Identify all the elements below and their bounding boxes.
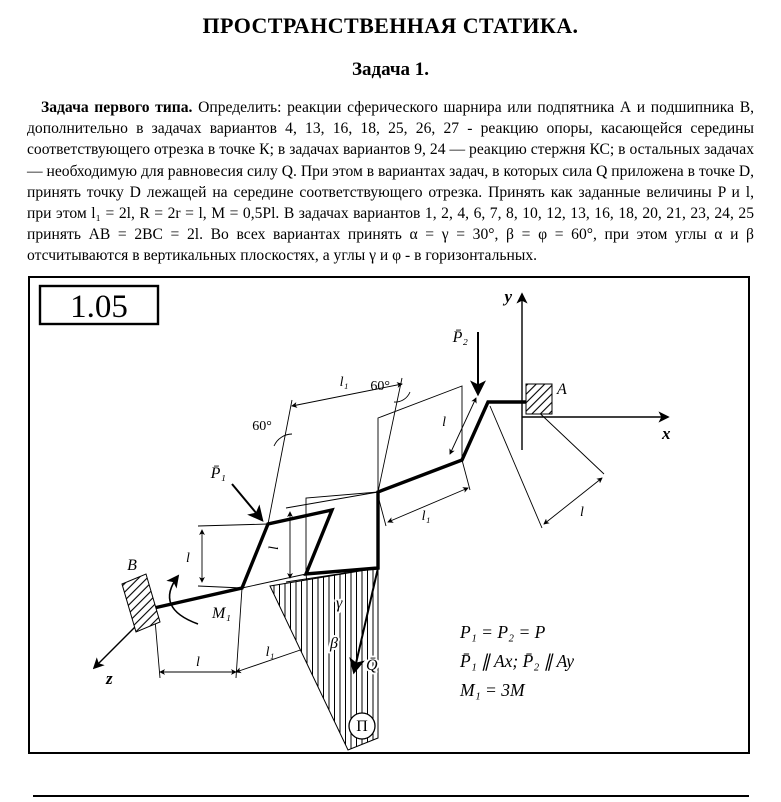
dim-l1-right-label: l₁ [421,508,431,524]
variant-figure [28,276,750,754]
moment-m1-label: M₁ [212,604,231,622]
dim-l-right-label: l [580,504,584,520]
variant-label: 1.05 [70,288,128,325]
force-p2-label: P̄₂ [452,328,468,346]
dim-l1-bottom-label: l₁ [265,644,275,660]
problem-statement [27,97,754,267]
point-b-label: B [127,556,137,574]
dim-l1-top-label: l₁ [339,374,349,390]
support-a-hatch [526,384,552,414]
force-p1-label: P̄₁ [210,464,226,482]
formula-m1: M₁ = 3M [460,679,525,700]
document-title: ПРОСТРАНСТВЕННАЯ СТАТИКА. [202,13,579,38]
plane-pi-label: П [356,717,368,735]
formula-p1-p2: P₁ = P₂ = P [460,621,546,642]
x-axis-label: x [662,423,671,443]
force-p1-arrow [232,484,262,520]
angle-beta-label: β [330,634,338,652]
support-b-hatch [122,574,160,632]
force-q-label: Q̄ [366,656,378,674]
angle-gamma-label: γ [336,594,343,612]
problem-title: Задача 1. [351,59,430,80]
angle-60-right-label: 60° [370,378,390,394]
document-page [0,13,781,754]
axes [94,294,668,668]
dim-l-bottom-label: l [196,654,200,670]
formula-parallel: P̄₁ ∥ Ax; P̄₂ ∥ Ay [460,650,575,671]
problem-lead: Задача первого типа. [41,99,193,116]
z-axis-label: z [106,668,113,688]
dim-l-crank-right-label: l [442,414,446,430]
dim-l-crank-left-label: l [186,550,190,566]
point-a-label: A [557,380,567,398]
angle-60-left-label: 60° [252,418,272,434]
dim-l-center-label: l [267,545,282,550]
y-axis-label: y [504,286,512,306]
next-figure-edge [33,795,749,802]
problem-body: Определить: реакции сферического шарнира или подпятника А и подшипника В, дополнительно в задачах вариантов 4, 13, 16, 18, 25, 26, 27 - реакцию опоры, касающейся середины соответствующего отрезка в точке К; в задачах вариантов 9, 24 — реакцию стержня КС; в остальных задачах — необходимую для равновесия силу Q. При этом в вариантах задач, в которых сила Q приложена в точке D, принять точку D лежащей на середине соответствующего отрезка. Принять как заданные величины P и l, при этом l₁ = 2l, R = 2r = l, M = 0,5Pl. В задачах вариантов 1, 2, 4, 6, 7, 8, 10, 12, 13, 16, 18, 20, 21, 23, 24, 25 принять AB = 2BC = 2l. Во всех вариантах принять α = γ = 30°, β = φ = 60°, при этом углы α и β отсчитываются в вертикальных плоскостях, а углы γ и φ - в горизонтальных. [27,99,754,265]
